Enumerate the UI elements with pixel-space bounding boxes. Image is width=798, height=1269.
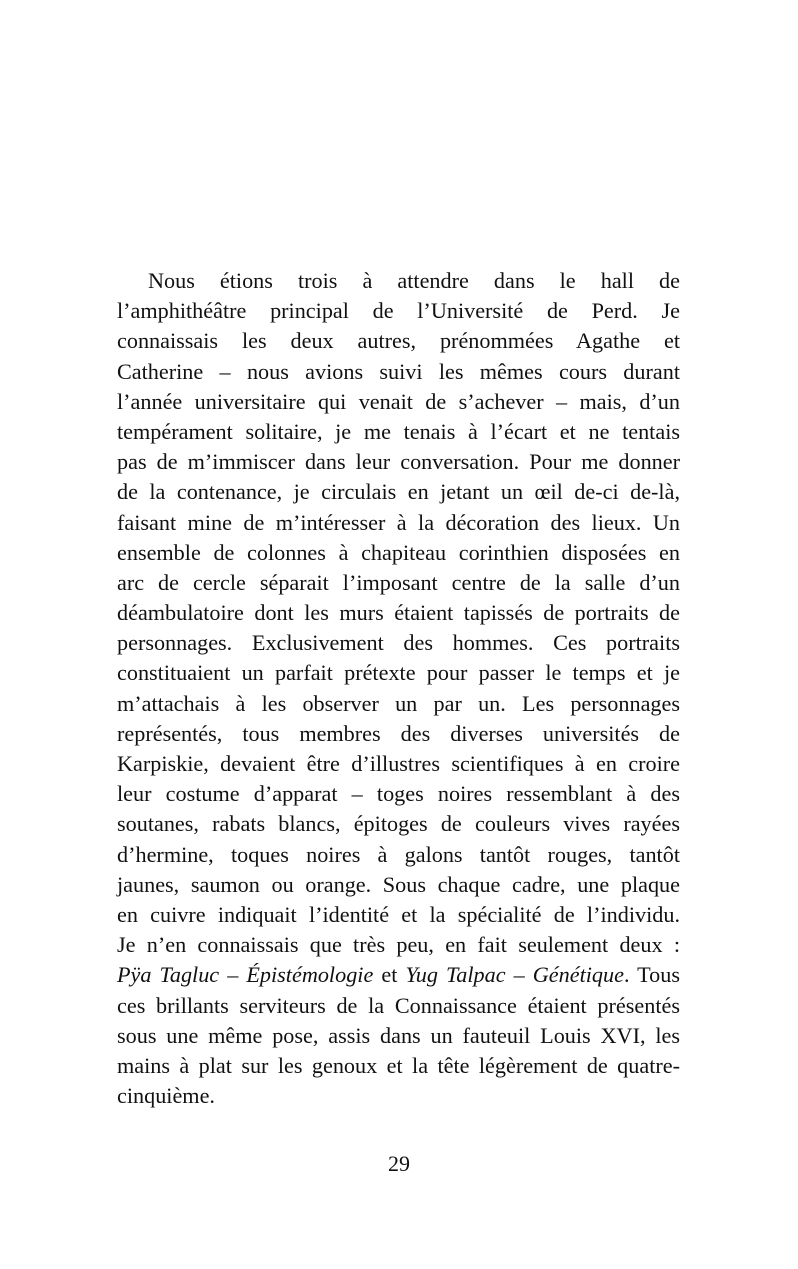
text-line: sous une même pose, assis dans un fauteuil Louis XVI, les (117, 1022, 680, 1048)
text-line: leur costume d’apparat – toges noires ressemblant à des (117, 781, 680, 807)
text-line: Nous étions trois à attendre dans le hall de (148, 268, 680, 293)
text-line: faisant mine de m’intéresser à la décoration des lieux. Un (117, 509, 680, 535)
text-line: jaunes, saumon ou orange. Sous chaque cadre, une plaque (117, 871, 680, 897)
text-line: Je n’en connaissais que très peu, en fait seulement deux : (117, 932, 680, 958)
text-line: tempérament solitaire, je me tenais à l’écart et ne tentais (117, 418, 680, 444)
text-line: m’attachais à les observer un par un. Les personnages (117, 690, 680, 716)
body-text (117, 266, 680, 1111)
text-line: déambulatoire dont les murs étaient tapissés de portraits de (117, 600, 680, 626)
italic-name-1: Pÿa Tagluc – Épistémologie (117, 962, 374, 988)
italic-name-2: Yug Talpac – Génétique (405, 962, 624, 988)
text-line: en cuivre indiquait l’identité et la spécialité de l’individu. (117, 901, 680, 927)
page-number: 29 (388, 1151, 410, 1176)
connector-text: et (373, 962, 406, 988)
text-line: de la contenance, je circulais en jetant un œil de-ci de-là, (117, 479, 680, 505)
line-tail-text: . Tous (623, 962, 680, 988)
text-line: personnages. Exclusivement des hommes. Ces portraits (117, 630, 680, 656)
text-line: constituaient un parfait prétexte pour passer le temps et je (117, 660, 680, 686)
text-line: Catherine – nous avions suivi les mêmes cours durant (117, 358, 680, 384)
text-line: connaissais les deux autres, prénommées Agathe et (117, 328, 680, 354)
text-line: cinquième. (117, 1083, 215, 1109)
text-line-with-italics (117, 960, 680, 990)
text-line: représentés, tous membres des diverses universités de (117, 720, 680, 746)
text-line: arc de cercle séparait l’imposant centre de la salle d’un (117, 569, 680, 595)
text-line: l’amphithéâtre principal de l’Université de Perd. Je (117, 298, 680, 324)
text-line: Karpiskie, devaient être d’illustres scientifiques à en croire (117, 751, 680, 776)
text-line: l’année universitaire qui venait de s’achever – mais, d’un (117, 388, 680, 414)
text-line: mains à plat sur les genoux et la tête légèrement de quatre- (117, 1052, 680, 1078)
text-line: ensemble de colonnes à chapiteau corinthien disposées en (117, 539, 680, 565)
text-line: ces brillants serviteurs de la Connaissance étaient présentés (117, 992, 680, 1018)
text-line: d’hermine, toques noires à galons tantôt rouges, tantôt (117, 841, 680, 867)
text-line: soutanes, rabats blancs, épitoges de couleurs vives rayées (117, 811, 680, 837)
text-line: pas de m’immiscer dans leur conversation. Pour me donner (117, 449, 680, 475)
